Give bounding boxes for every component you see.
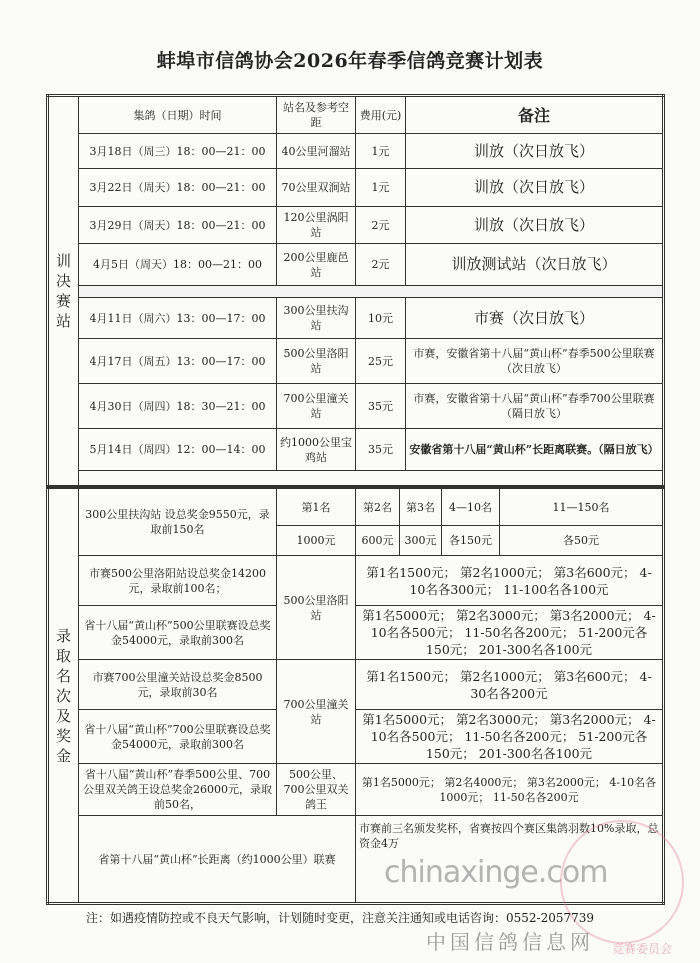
spacer-cell bbox=[79, 471, 664, 487]
tongguan-city-row bbox=[48, 660, 664, 710]
row-station: 500公里洛阳站 bbox=[277, 339, 356, 384]
double-desc: 省十八届“黄山杯”春季500公里、700公里双关鸽王设总奖金26000元，录取前50名， bbox=[79, 764, 277, 816]
stamp-text: 竞赛委员会 bbox=[612, 942, 673, 956]
fugou-rank-row bbox=[48, 488, 664, 526]
row-remark: 安徽省第十八届“黄山杯”长距离联赛。（隔日放飞） bbox=[406, 429, 664, 471]
table-row bbox=[48, 244, 664, 286]
schedule-section-label bbox=[48, 96, 79, 487]
row-fee: 35元 bbox=[356, 384, 406, 429]
row-station: 700公里潼关站 bbox=[277, 384, 356, 429]
spacer-row bbox=[48, 471, 664, 487]
amount-11-150: 各50元 bbox=[500, 526, 664, 556]
row-station: 300公里扶沟站 bbox=[277, 298, 356, 339]
table-row bbox=[48, 134, 664, 169]
luoyang-prov-prizes: 第1名5000元； 第2名3000元； 第3名2000元； 4-10名各500元； 11-50名各200元； 51-200元各150元； 201-300名各100元 bbox=[356, 606, 664, 660]
spacer-cell bbox=[79, 286, 664, 298]
rank-2: 第2名 bbox=[356, 488, 400, 526]
row-time: 3月29日（周天）18：00—21：00 bbox=[79, 207, 277, 244]
fugou-desc: 300公里扶沟站 设总奖金9550元，录取前150名 bbox=[79, 488, 277, 556]
amount-4-10: 各150元 bbox=[442, 526, 500, 556]
header-remark: 备注 bbox=[406, 96, 664, 134]
row-fee: 1元 bbox=[356, 134, 406, 169]
long-desc: 省第十八届“黄山杯”长距离（约1000公里）联赛 bbox=[79, 816, 356, 904]
row-remark: 市赛（次日放飞） bbox=[406, 298, 664, 339]
header-time: 集鸽（日期）时间 bbox=[79, 96, 277, 134]
row-time: 5月14日（周四）12：00—14：00 bbox=[79, 429, 277, 471]
luoyang-station: 500公里洛阳站 bbox=[277, 556, 356, 660]
tongguan-city-prizes: 第1名1500元； 第2名1000元； 第3名600元； 4-30名各200元 bbox=[356, 660, 664, 710]
amount-3: 300元 bbox=[400, 526, 442, 556]
table-row bbox=[48, 298, 664, 339]
double-prizes: 第1名5000元； 第2名4000元； 第3名2000元； 4-10名各1000元； 11-50名各200元 bbox=[356, 764, 664, 816]
row-fee: 10元 bbox=[356, 298, 406, 339]
header-station: 站名及参考空距 bbox=[277, 96, 356, 134]
rank-11-150: 11—150名 bbox=[500, 488, 664, 526]
rank-1: 第1名 bbox=[277, 488, 356, 526]
row-station: 40公里河溜站 bbox=[277, 134, 356, 169]
section-label-text: 训决赛站 bbox=[55, 252, 71, 330]
row-time: 4月11日（周六）13：00—17：00 bbox=[79, 298, 277, 339]
tongguan-prov-desc: 省十八届“黄山杯”700公里联赛设总奖金54000元，录取前300名 bbox=[79, 710, 277, 764]
row-remark: 训放测试站（次日放飞） bbox=[406, 244, 664, 286]
row-fee: 1元 bbox=[356, 169, 406, 207]
row-fee: 25元 bbox=[356, 339, 406, 384]
header-fee: 费用(元) bbox=[356, 96, 406, 134]
row-remark: 市赛，安徽省第十八届“黄山杯”春季500公里联赛（次日放飞） bbox=[406, 339, 664, 384]
amount-1: 1000元 bbox=[277, 526, 356, 556]
tongguan-station: 700公里潼关站 bbox=[277, 660, 356, 764]
row-time: 4月5日（周天）18：00—21：00 bbox=[79, 244, 277, 286]
luoyang-city-prizes: 第1名1500元； 第2名1000元； 第3名600元； 4-10名各300元； 11-100名各100元 bbox=[356, 556, 664, 606]
luoyang-city-row bbox=[48, 556, 664, 606]
tongguan-prov-prizes: 第1名5000元； 第2名3000元； 第3名2000元； 4-10名各500元； 11-50名各200元； 51-200元各150元； 201-300名各100元 bbox=[356, 710, 664, 764]
prize-table bbox=[46, 486, 665, 905]
row-station: 200公里鹿邑站 bbox=[277, 244, 356, 286]
row-time: 4月17日（周五）13：00—17：00 bbox=[79, 339, 277, 384]
schedule-table bbox=[46, 94, 665, 488]
watermark-domain: chinaxinge.com bbox=[384, 855, 608, 890]
row-remark: 市赛，安徽省第十八届“黄山杯”春季700公里联赛（隔日放飞） bbox=[406, 384, 664, 429]
footer-note: 注：如遇疫情防控或不良天气影响，计划随时变更，注意关注通知或电话咨询：0552-2057739 bbox=[86, 911, 595, 925]
row-remark: 训放（次日放飞） bbox=[406, 134, 664, 169]
rank-4-10: 4—10名 bbox=[442, 488, 500, 526]
row-fee: 2元 bbox=[356, 244, 406, 286]
table-row bbox=[48, 207, 664, 244]
double-station: 500公里、700公里双关鸽王 bbox=[277, 764, 356, 816]
spacer-row bbox=[48, 286, 664, 298]
row-station: 约1000公里宝鸡站 bbox=[277, 429, 356, 471]
row-station: 120公里涡阳站 bbox=[277, 207, 356, 244]
watermark-name: 中国信鸽信息网 bbox=[426, 930, 594, 954]
prize-section-label bbox=[48, 488, 79, 904]
row-remark: 训放（次日放飞） bbox=[406, 169, 664, 207]
section-label-text: 录取名次及奖金 bbox=[55, 626, 71, 765]
schedule-header-row bbox=[48, 96, 664, 134]
page-title: 蚌埠市信鸽协会2026年春季信鸽竞赛计划表 bbox=[156, 50, 544, 72]
row-fee: 35元 bbox=[356, 429, 406, 471]
luoyang-prov-row bbox=[48, 606, 664, 660]
rank-3: 第3名 bbox=[400, 488, 442, 526]
double-row bbox=[48, 764, 664, 816]
table-row bbox=[48, 429, 664, 471]
amount-2: 600元 bbox=[356, 526, 400, 556]
luoyang-prov-desc: 省十八届“黄山杯”500公里联赛设总奖金54000元，录取前300名 bbox=[79, 606, 277, 660]
table-row bbox=[48, 169, 664, 207]
row-station: 70公里双涧站 bbox=[277, 169, 356, 207]
row-time: 3月18日（周三）18：00—21：00 bbox=[79, 134, 277, 169]
table-row bbox=[48, 384, 664, 429]
tongguan-city-desc: 市赛700公里潼关站设总奖金8500元，录取前30名 bbox=[79, 660, 277, 710]
long-prizes: 市赛前三名颁发奖杯，省赛按四个赛区集鸽羽数10%录取，总资金4万 bbox=[356, 816, 664, 904]
row-time: 3月22日（周天）18：00—21：00 bbox=[79, 169, 277, 207]
row-time: 4月30日（周四）18：30—21：00 bbox=[79, 384, 277, 429]
table-row bbox=[48, 339, 664, 384]
luoyang-city-desc: 市赛500公里洛阳站设总奖金14200元，录取前100名； bbox=[79, 556, 277, 606]
row-fee: 2元 bbox=[356, 207, 406, 244]
row-remark: 训放（次日放飞） bbox=[406, 207, 664, 244]
tongguan-prov-row bbox=[48, 710, 664, 764]
